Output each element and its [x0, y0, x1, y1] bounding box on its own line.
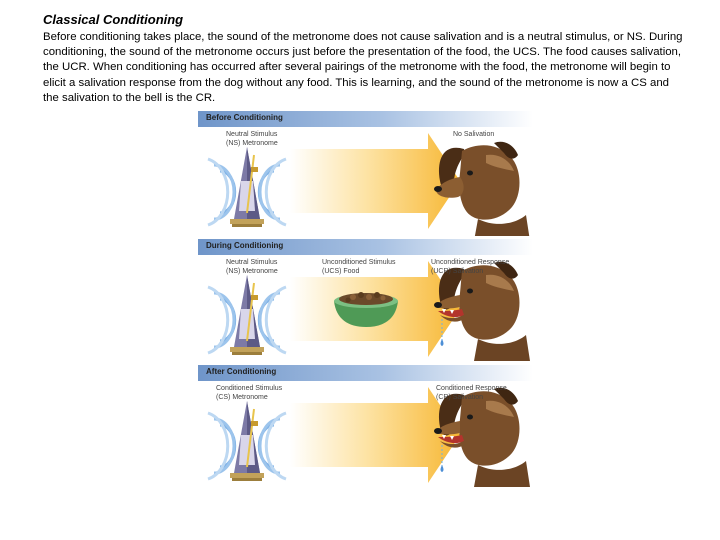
panel-left-label: Conditioned Stimulus (CS) Metronome: [216, 385, 283, 401]
dog-salivating-icon: [434, 262, 530, 361]
panel-header: During Conditioning: [206, 241, 284, 250]
panel-during-conditioning: [198, 239, 533, 364]
dog-icon: [434, 142, 530, 236]
panel-art: [198, 111, 533, 236]
panel-art: [198, 239, 533, 364]
metronome-icon: [208, 147, 286, 227]
metronome-icon: [208, 401, 286, 481]
panel-before-conditioning: [198, 111, 533, 236]
dog-salivating-icon: [434, 388, 530, 487]
panel-right-label: No Salivation: [453, 131, 495, 138]
slide-title: Classical Conditioning: [43, 12, 184, 27]
panel-art: [198, 365, 533, 488]
panel-right-label: Conditioned Response (CR) Salivation: [436, 385, 507, 401]
panel-left-label: Neutral Stimulus (NS) Metronome: [226, 131, 278, 147]
panel-header: Before Conditioning: [206, 113, 283, 122]
arrow-shape: [290, 387, 460, 483]
metronome-icon: [208, 275, 286, 355]
panel-middle-label: Unconditioned Stimulus (UCS) Food: [322, 259, 396, 275]
panel-right-label: Unconditioned Response (UCR) Salivation: [431, 259, 510, 275]
slide-body-text: Before conditioning takes place, the sound of the metronome does not cause salivation and is a neutral stimulus, or NS. During conditioning, the sound of the metronome occurs just before the presentation of the food, the UCS. The food causes salivation, the UCR. When conditioning has occurred after several pairings of the metronome with the food, the metronome will begin to elicit a salivation response from the dog without any food. This is learning, and the sound of the metronome is now a CS and the salivation to the bell is the CR.: [43, 31, 683, 104]
panel-left-label: Neutral Stimulus (NS) Metronome: [226, 259, 278, 275]
arrow-shape: [290, 133, 460, 229]
classical-conditioning-figure: [198, 111, 533, 488]
panel-after-conditioning: [198, 365, 533, 488]
panel-header: After Conditioning: [206, 367, 277, 376]
